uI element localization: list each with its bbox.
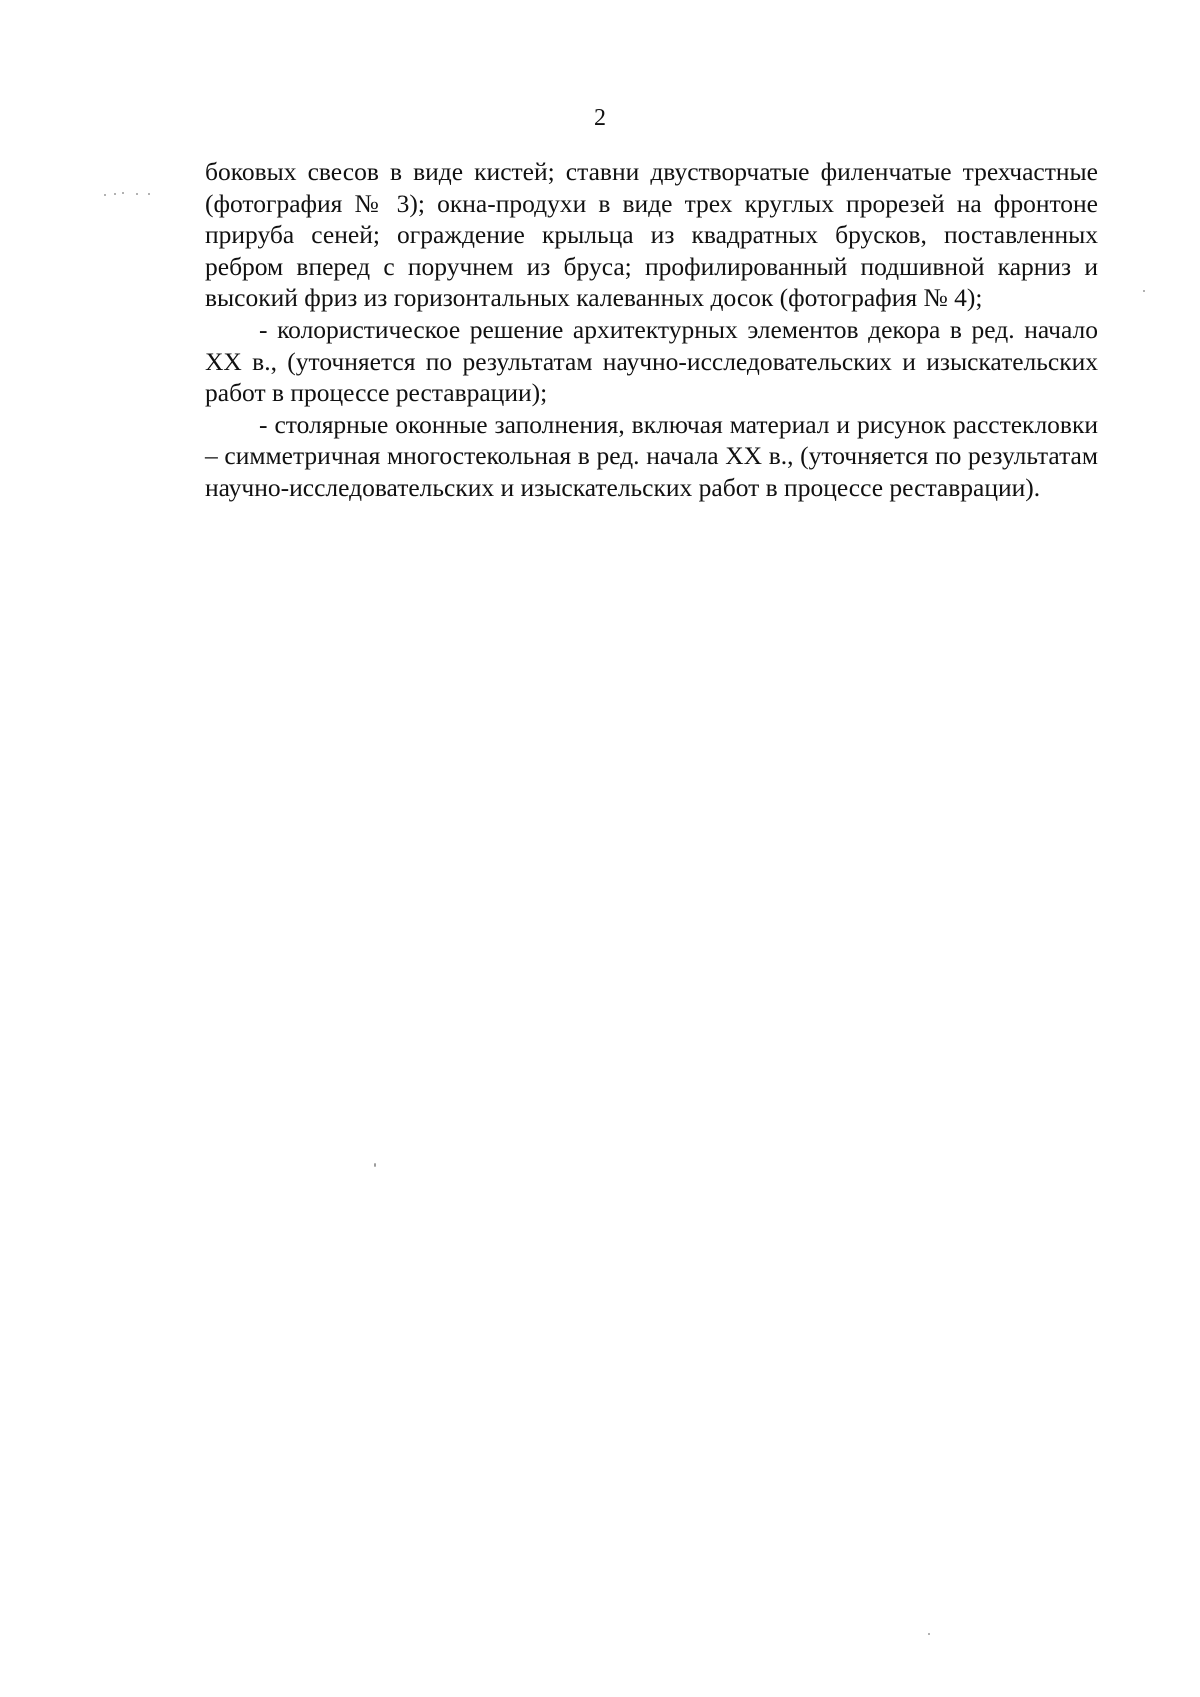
page-number: 2 [594,105,606,131]
scan-speck [122,192,124,194]
scan-speck [104,194,106,196]
scan-speck [114,193,116,195]
paragraph-window-fillings: - столярные оконные заполнения, включая материал и рисунок расстекловки – симметричная многостекольная в ред. начала XX в., (уточняется по результатам научно-исследовательских и изыскательских работ в процессе реставрации). [205,409,1098,502]
paragraph-continuation: боковых свесов в виде кистей; ставни двустворчатые филенчатые трехчастные (фотография № 3); окна-продухи в виде трех круглых прорезей на фронтоне прируба сеней; ограждение крыльца из квадратных брусков, поставленных ребром вперед с поручнем из бруса; профилированный подшивной карниз и высокий фриз из горизонтальных калеванных досок (фотография № 4); [205,157,1098,313]
scan-speck [374,1163,376,1167]
scan-speck [928,1633,930,1635]
scan-speck [148,193,150,195]
document-body [205,156,1098,504]
scan-speck [136,193,138,195]
paragraph-coloristic-solution: - колористическое решение архитектурных элементов декора в ред. начало XX в., (уточняется по результатам научно-исследовательских и изыскательских работ в процессе реставрации); [205,314,1098,408]
scan-speck [1143,290,1145,292]
